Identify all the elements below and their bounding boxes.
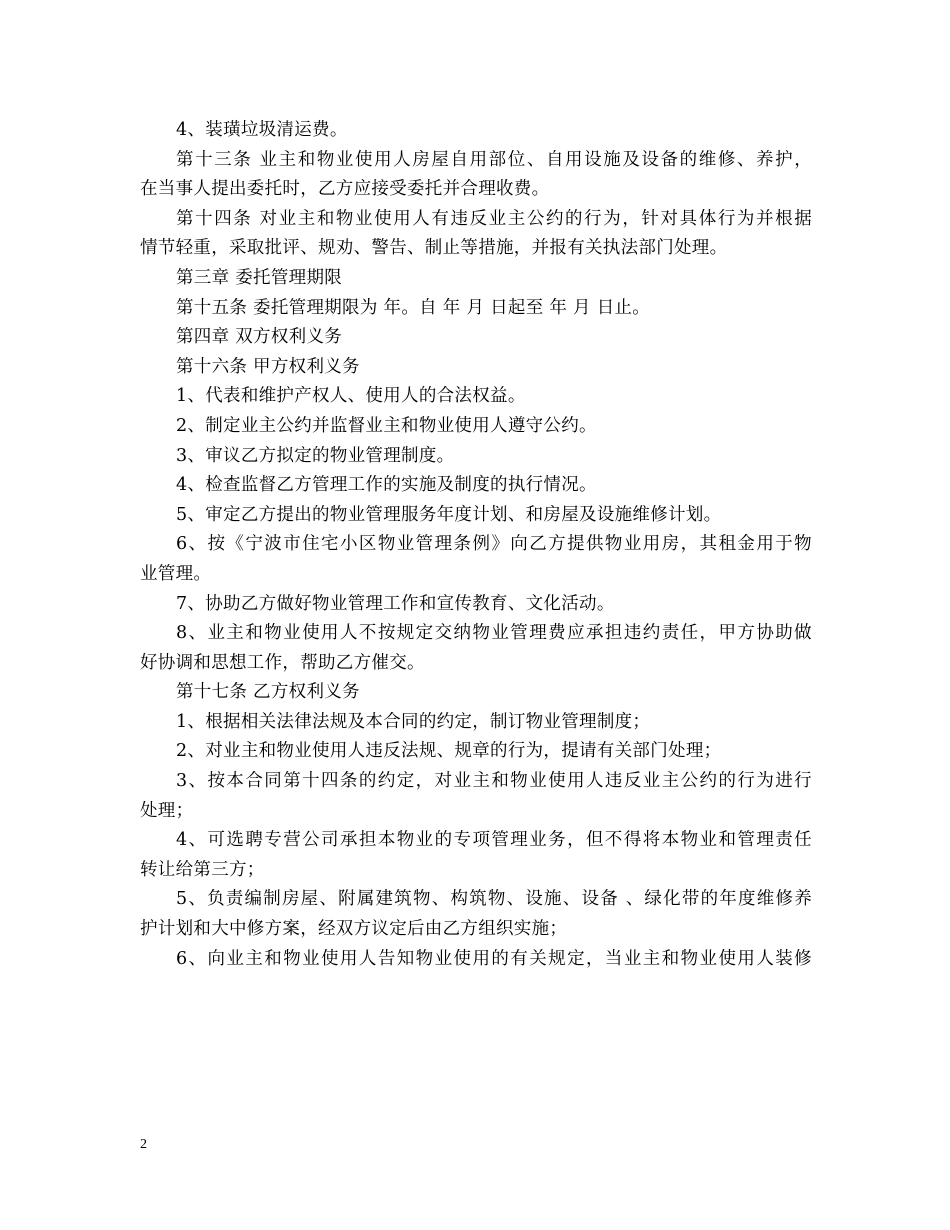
text-line: 第十六条 甲方权利义务 bbox=[176, 356, 360, 377]
text-line: 4、检查监督乙方管理工作的实施及制度的执行情况。 bbox=[176, 475, 597, 496]
text-line: 好协调和思想工作，帮助乙方催交。 bbox=[140, 652, 425, 673]
text-line: 2、对业主和物业使用人违反法规、规章的行为，提请有关部门处理； bbox=[176, 741, 722, 762]
text-line: 处理； bbox=[140, 800, 194, 821]
text-line: 5、负责编制房屋、附属建筑物、构筑物、设施、设备 、绿化带的年度维修养 bbox=[176, 889, 812, 910]
text-line: 第三章 委托管理期限 bbox=[176, 267, 343, 288]
text-line: 第十三条 业主和物业使用人房屋自用部位、自用设施及设备的维修、养护， bbox=[176, 149, 812, 170]
text-line: 6、向业主和物业使用人告知物业使用的有关规定，当业主和物业使用人装修 bbox=[176, 948, 812, 969]
text-line: 5、审定乙方提出的物业管理服务年度计划、和房屋及设施维修计划。 bbox=[176, 504, 722, 525]
text-line: 7、协助乙方做好物业管理工作和宣传教育、文化活动。 bbox=[176, 593, 615, 614]
text-line: 情节轻重，采取批评、规劝、警告、制止等措施，并报有关执法部门处理。 bbox=[140, 238, 728, 259]
text-line: 在当事人提出委托时，乙方应接受委托并合理收费。 bbox=[140, 179, 550, 200]
text-line: 6、按《宁波市住宅小区物业管理条例》向乙方提供物业用房，其租金用于物 bbox=[176, 534, 812, 555]
text-line: 护计划和大中修方案，经双方议定后由乙方组织实施； bbox=[140, 919, 568, 940]
text-line: 4、可选聘专营公司承担本物业的专项管理业务，但不得将本物业和管理责任 bbox=[176, 830, 812, 851]
text-line: 转让给第三方； bbox=[140, 859, 265, 880]
text-line: 2、制定业主公约并监督业主和物业使用人遵守公约。 bbox=[176, 415, 597, 436]
text-line: 4、装璜垃圾清运费。 bbox=[176, 120, 348, 140]
text-line: 8、业主和物业使用人不按规定交纳物业管理费应承担违约责任，甲方协助做 bbox=[176, 623, 812, 644]
text-line: 第十七条 乙方权利义务 bbox=[176, 682, 360, 703]
text-line: 3、按本合同第十四条的约定，对业主和物业使用人违反业主公约的行为进行 bbox=[176, 771, 812, 792]
text-line: 业管理。 bbox=[140, 563, 212, 584]
text-line: 第四章 双方权利义务 bbox=[176, 327, 343, 348]
text-line: 1、代表和维护产权人、使用人的合法权益。 bbox=[176, 386, 526, 407]
document-body bbox=[140, 116, 812, 974]
text-line: 第十四条 对业主和物业使用人有违反业主公约的行为，针对具体行为并根据 bbox=[176, 208, 812, 229]
text-line: 第十五条 委托管理期限为 年。自 年 月 日起至 年 月 日止。 bbox=[176, 297, 651, 318]
page-number: 2 bbox=[140, 1137, 147, 1152]
text-line: 3、审议乙方拟定的物业管理制度。 bbox=[176, 445, 455, 466]
text-line: 1、根据相关法律法规及本合同的约定，制订物业管理制度； bbox=[176, 711, 651, 732]
